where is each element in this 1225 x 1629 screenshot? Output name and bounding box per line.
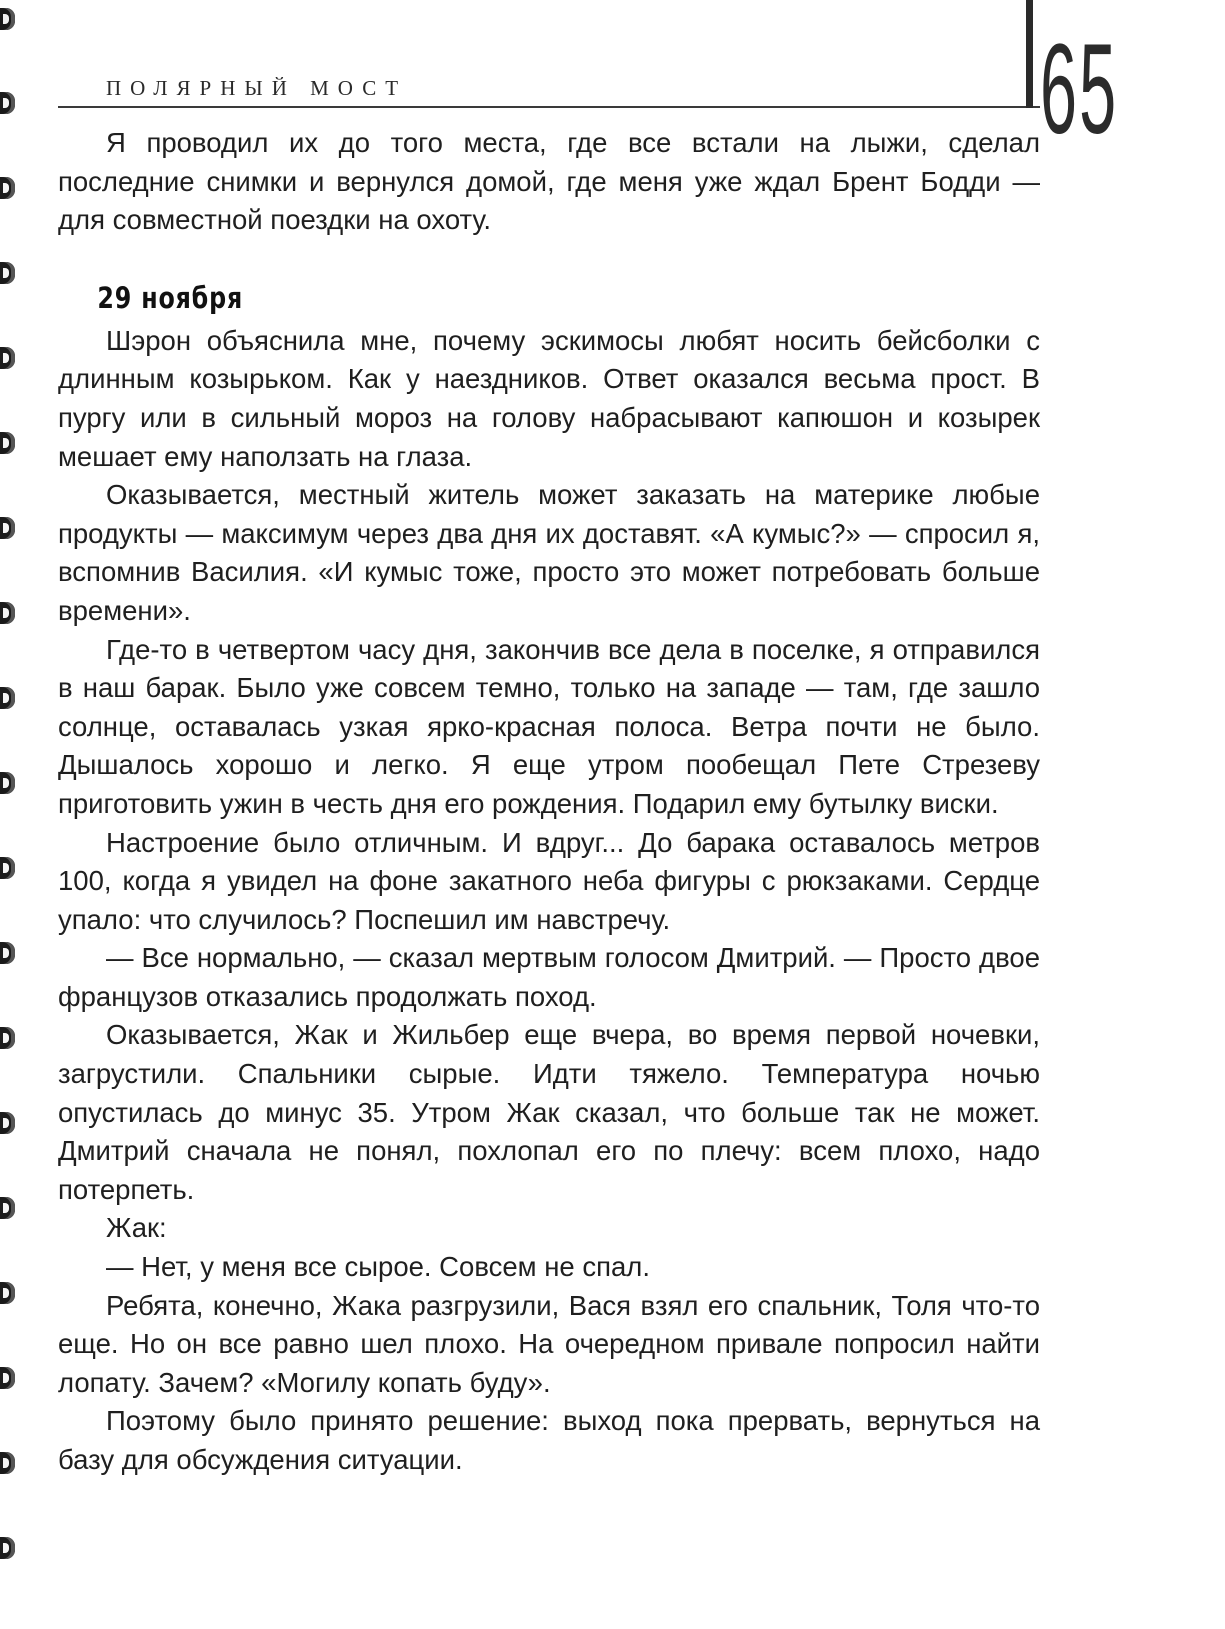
binding-ring: [0, 1197, 15, 1219]
binding-ring: [0, 1537, 15, 1559]
paragraph: Где-то в четвертом часу дня, закончив все дела в поселке, я отправился в наш барак. Было уже совсем темно, только на западе — там, где зашло солнце, оставалась узкая ярко-красная полоса. Ветра почти не было. Дышалось хорошо и легко. Я еще утром пообещал Пете Стрезеву приготовить ужин в честь дня его рождения. Подарил ему бутылку виски.: [58, 633, 1040, 819]
binding-ring: [0, 857, 15, 879]
binding-ring: [0, 602, 15, 624]
binding-ring: [0, 1112, 15, 1134]
paragraph: — Нет, у меня все сырое. Совсем не спал.: [106, 1251, 650, 1283]
binding-ring: [0, 1367, 15, 1389]
paragraph: Поэтому было принято решение: выход пока прервать, вернуться на базу для обсуждения ситуации.: [58, 1405, 1040, 1475]
binding-ring: [0, 262, 15, 284]
header-rule: [58, 106, 1040, 108]
paragraph: Шэрон объяснила мне, почему эскимосы любят носить бейсболки с длинным козырьком. Как у наездников. Ответ оказался весьма прост. В пургу или в сильный мороз на голову набрасывают капюшон и козырек мешает ему наползать на глаза.: [58, 324, 1040, 472]
binding-ring: [0, 432, 15, 454]
binding-ring: [0, 687, 15, 709]
running-head: ПОЛЯРНЫЙ МОСТ: [106, 76, 408, 100]
binding-ring: [0, 772, 15, 794]
section-heading: 29 ноября: [97, 280, 244, 315]
paragraph: Ребята, конечно, Жака разгрузили, Вася взял его спальник, Толя что-то еще. Но он все равно шел плохо. На очередном привале попросил найти лопату. Зачем? «Могилу копать буду».: [58, 1289, 1040, 1398]
binding-ring: [0, 177, 15, 199]
binding-ring: [0, 92, 15, 114]
binding-ring: [0, 1282, 15, 1304]
binding-ring: [0, 517, 15, 539]
binding-ring: [0, 942, 15, 964]
paragraph: Оказывается, Жак и Жильбер еще вчера, во время первой ночевки, загрустили. Спальники сырые. Идти тяжело. Температура ночью опустилась до минус 35. Утром Жак сказал, что больше так не может. Дмитрий сначала не понял, похлопал его по плечу: всем плохо, надо потерпеть.: [58, 1019, 1040, 1205]
binding-ring: [0, 8, 15, 30]
paragraph: Я проводил их до того места, где все встали на лыжи, сделал последние снимки и вернулся домой, где меня уже ждал Брент Бодди — для совместной поездки на охоту.: [58, 127, 1040, 236]
paragraph: Оказывается, местный житель может заказать на материке любые продукты — максимум через два дня их доставят. «А кумыс?» — спросил я, вспомнив Василия. «И кумыс тоже, просто это может потребовать больше времени».: [58, 479, 1040, 626]
paragraph: Жак:: [106, 1212, 167, 1244]
binding-ring: [0, 347, 15, 369]
binding-ring: [0, 1452, 15, 1474]
folio-bar: [1026, 0, 1033, 108]
page-number: 65: [1040, 18, 1119, 161]
paragraph: Настроение было отличным. И вдруг... До барака оставалось метров 100, когда я увидел на фоне закатного неба фигуры с рюкзаками. Сердце упало: что случилось? Поспешил им навстречу.: [58, 826, 1040, 935]
spiral-binding: [0, 0, 24, 1629]
body-text: [58, 124, 1040, 1480]
paragraph: — Все нормально, — сказал мертвым голосом Дмитрий. — Просто двое французов отказались продолжать поход.: [58, 942, 1040, 1012]
binding-ring: [0, 1027, 15, 1049]
